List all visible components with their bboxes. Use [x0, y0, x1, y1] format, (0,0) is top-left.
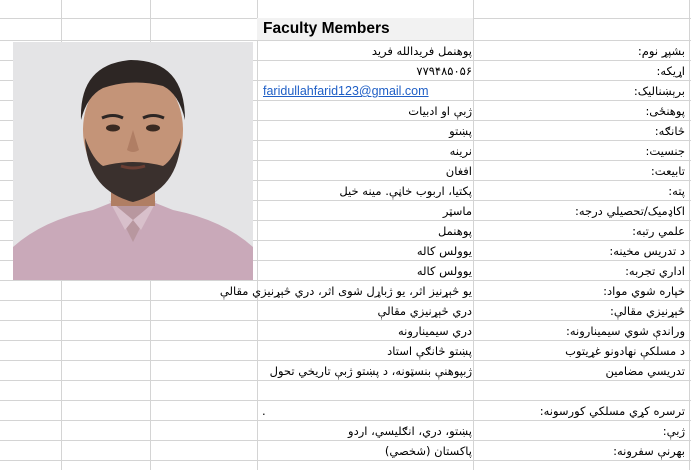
field-label: بهرنې سفرونه:	[613, 444, 685, 458]
field-label: اداري تجربه:	[625, 264, 685, 278]
field-label: اړیکه:	[656, 64, 685, 78]
field-label: خپاره شوي مواد:	[603, 284, 685, 298]
field-label: څېړنيزي مقالې:	[609, 304, 685, 318]
email-link[interactable]: faridullahfarid123@gmail.com	[263, 84, 429, 98]
field-label: څانګه:	[654, 124, 685, 138]
faculty-value[interactable]: ژبې او ادبيات	[408, 104, 472, 118]
academic-rank-value[interactable]: پوهنمل	[437, 224, 472, 238]
admin-experience-value[interactable]: يوولس کاله	[416, 264, 472, 278]
academic-degree-value[interactable]: ماسټر	[442, 204, 472, 218]
field-label: علمي رتبه:	[632, 224, 685, 238]
field-label: ترسره کړي مسلکي کورسونه:	[539, 404, 685, 418]
address-value[interactable]: پکتيا، اربوب خاڼې. مينه خيل	[339, 184, 472, 198]
phone-value[interactable]: ۷۷۹۴۸۵۰۵۶	[416, 64, 472, 78]
gender-value[interactable]: نرينه	[449, 144, 472, 158]
page-title: Faculty Members	[263, 20, 390, 37]
foreign-travel-value[interactable]: پاکستان (شخصي)	[384, 444, 472, 458]
subjects-value[interactable]: ژبپوهنې بنسټونه، د پښتو ژبې تاريخي تحول	[269, 364, 472, 378]
field-label: اکاډميک/تحصيلي درجه:	[574, 204, 685, 218]
field-label: جنسيت:	[645, 144, 685, 158]
field-label: وراندې شوي سيمينارونه:	[566, 324, 685, 338]
field-label: تدريسي مضامين	[605, 364, 685, 378]
gridline	[689, 0, 690, 470]
nationality-value[interactable]: افغان	[445, 164, 472, 178]
publications-value[interactable]: يو څېړنيز اثر، يو ژباړل شوی اثر، دري څېړنيزي مقالې	[219, 284, 472, 298]
seminars-value[interactable]: دري سيمينارونه	[397, 324, 472, 338]
field-label: پته:	[668, 184, 685, 198]
languages-value[interactable]: پښتو، دري، انګليسي، اردو	[348, 424, 472, 438]
field-label: برېښناليک:	[633, 84, 685, 98]
field-label: تابيعت:	[650, 164, 685, 178]
department-value[interactable]: پښتو	[449, 124, 472, 138]
membership-value[interactable]: پښتو څانګې استاد	[387, 344, 472, 358]
gridline	[473, 0, 474, 470]
full-name-value[interactable]: پوهنمل فریدالله فرید	[371, 44, 472, 58]
field-label: بشپړ نوم:	[637, 44, 685, 58]
field-label: د تدريس مخينه:	[609, 244, 685, 258]
field-label: د مسلکې نهادونو غړيتوب	[565, 344, 685, 358]
field-label: ژبې:	[662, 424, 685, 438]
research-articles-value[interactable]: دري څېړنيزي مقالې	[377, 304, 472, 318]
courses-value[interactable]: .	[262, 404, 266, 418]
field-label: پوهنځی:	[645, 104, 685, 118]
teaching-experience-value[interactable]: يوولس کاله	[416, 244, 472, 258]
